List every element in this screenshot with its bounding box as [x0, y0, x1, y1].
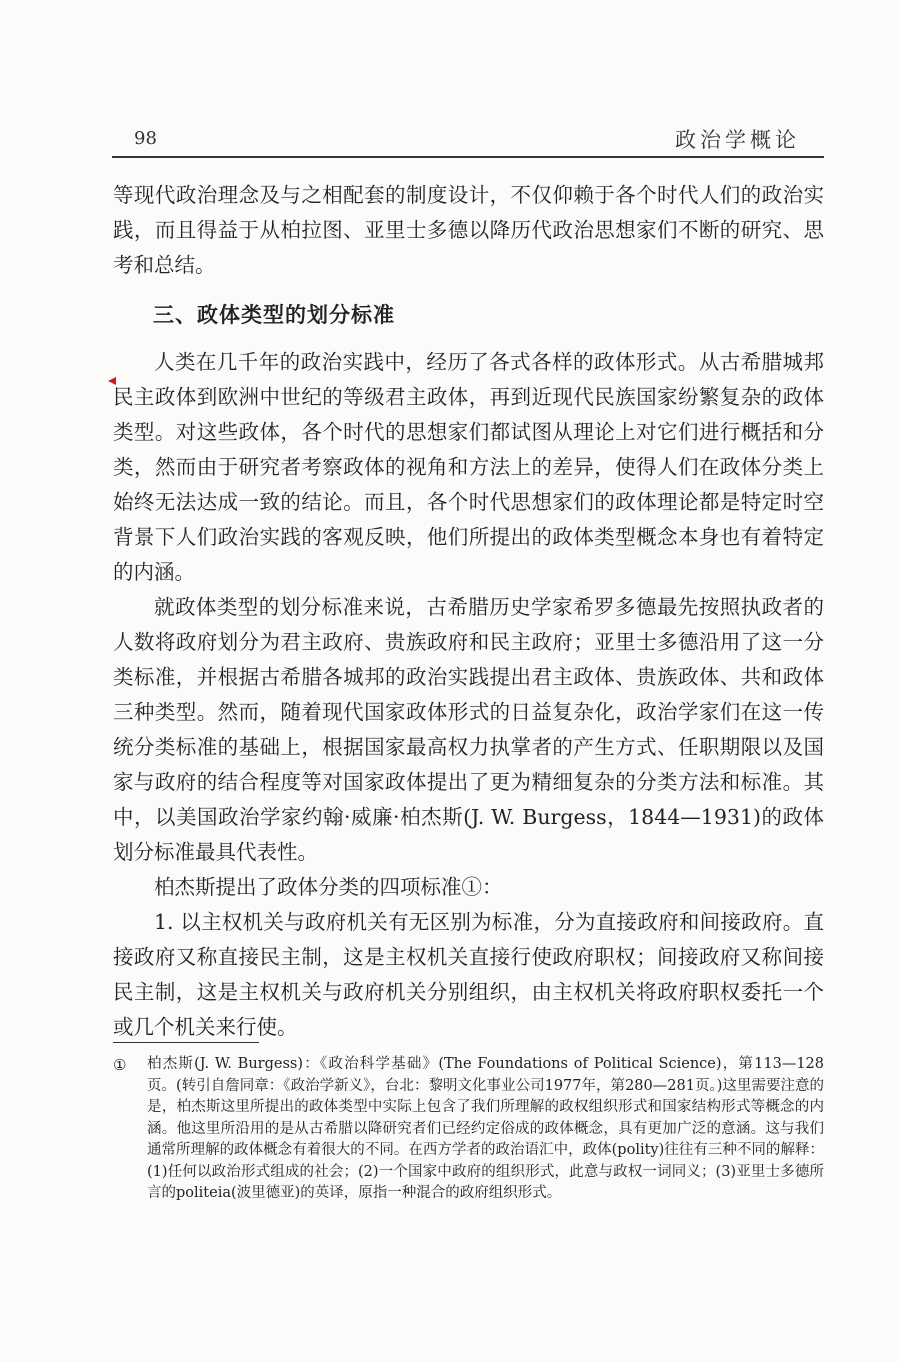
paragraph-polity-history: 人类在几千年的政治实践中，经历了各式各样的政体形式。从古希腊城邦民主政体到欧洲中世纪的等级君主政体，再到近现代民族国家纷繁复杂的政体类型。对这些政体，各个时代的思想家们都试图从理论上对它们进行概括和分类，然而由于研究者考察政体的视角和方法上的差异，使得人们在政体分类上始终无法达成一致的结论。而且，各个时代思想家们的政体理论都是特定时空背景下人们政治实践的客观反映，他们所提出的政体类型概念本身也有着特定的内涵。 — [113, 350, 824, 584]
footnote — [113, 1054, 824, 1205]
page-number: 98 — [134, 128, 157, 149]
running-title: 政治学概论 — [675, 128, 800, 152]
paragraph-classification-standard: 就政体类型的划分标准来说，古希腊历史学家希罗多德最先按照执政者的人数将政府划分为君主政府、贵族政府和民主政府；亚里士多德沿用了这一分类标准，并根据古希腊各城邦的政治实践提出君主政体、贵族政体、共和政体三种类型。然而，随着现代国家政体形式的日益复杂化，政治学家们在这一传统分类标准的基础上，根据国家最高权力执掌者的产生方式、任职期限以及国家与政府的结合程度等对国家政体提出了更为精细复杂的分类方法和标准。其中，以美国政治学家约翰·威廉·柏杰斯(J. W. Burgess，1844—1931)的政体划分标准最具代表性。 — [113, 595, 824, 864]
paragraph-criterion-1: 1. 以主权机关与政府机关有无区别为标准，分为直接政府和间接政府。直接政府又称直接民主制，这是主权机关直接行使政府职权；间接政府又称间接民主制，这是主权机关与政府机关分别组织，由主权机关将政府职权委托一个或几个机关来行使。 — [113, 910, 824, 1039]
paragraph-burgess-intro: 柏杰斯提出了政体分类的四项标准①： — [154, 875, 503, 899]
footnote-text: 柏杰斯(J. W. Burgess)：《政治科学基础》(The Foundations of Political Science)，第113—128页。(转引自詹同章：《政治学新义》，台北：黎明文化事业公司1977年，第280—281页。)这里需要注意的是，柏杰斯这里所提出的政体类型中实际上包含了我们所理解的政权组织形式和国家结构形式等概念的内涵。他这里所沿用的是从古希腊以降研究者们已经约定俗成的政体概念，具有更加广泛的意涵。这与我们通常所理解的政体概念有着很大的不同。在西方学者的政治语汇中，政体(polity)往往有三种不同的解释：(1)任何以政治形式组成的社会；(2)一个国家中政府的组织形式，此意与政权一词同义；(3)亚里士多德所言的politeia(波里德亚)的英译，原指一种混合的政府组织形式。 — [147, 1056, 824, 1201]
header-rule — [112, 156, 824, 158]
section-title: 三、政体类型的划分标准 — [153, 303, 395, 327]
body-text — [113, 178, 824, 1045]
footnote-rule — [113, 1042, 259, 1043]
page-header — [112, 118, 824, 158]
footnote-marker: ① — [113, 1056, 127, 1074]
paragraph-continuation: 等现代政治理念及与之相配套的制度设计，不仅仰赖于各个时代人们的政治实践，而且得益于从柏拉图、亚里士多德以降历代政治思想家们不断的研究、思考和总结。 — [113, 183, 824, 277]
